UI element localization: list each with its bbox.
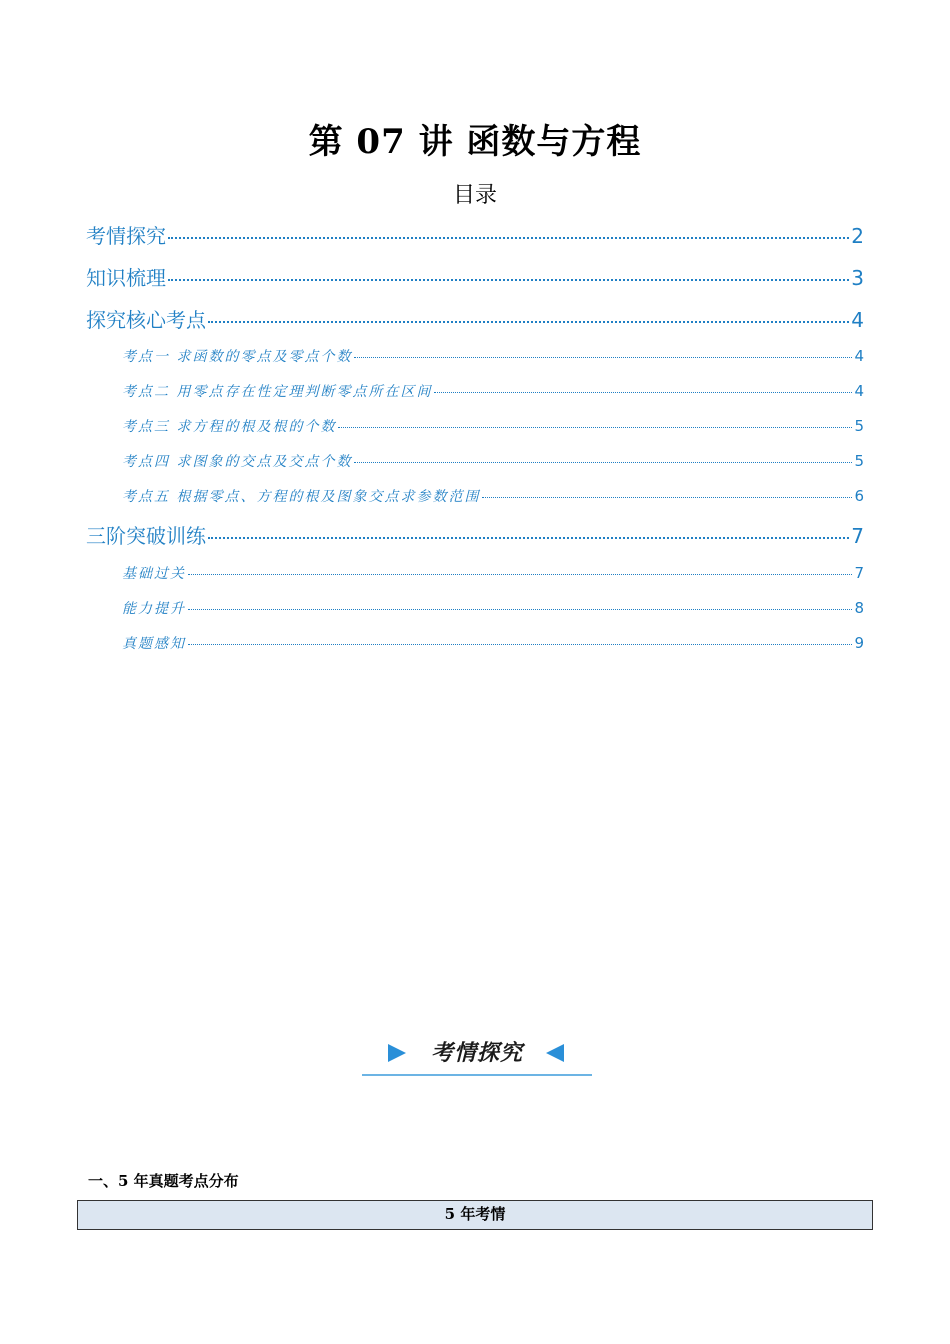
toc-leader-dots [338, 427, 852, 428]
toc-entry-page: 7 [854, 564, 864, 582]
toc-entry-label: 基础过关 [122, 566, 186, 582]
toc-entry-page: 4 [854, 347, 864, 365]
toc-entry-label: 知识梳理 [86, 266, 166, 290]
play-left-icon [546, 1044, 564, 1062]
toc-entry-label: 考点五 根据零点、方程的根及图象交点求参数范围 [122, 489, 481, 505]
toc-entry-label: 考点一 求函数的零点及零点个数 [122, 349, 353, 365]
toc-entry-tanjiu[interactable] [86, 304, 864, 333]
toc-entry-page: 5 [854, 452, 864, 470]
toc-leader-dots [188, 574, 852, 575]
toc-entry-page: 4 [851, 308, 864, 332]
toc-entry-page: 7 [851, 524, 864, 548]
banner-underline [362, 1074, 592, 1076]
toc-entry-page: 4 [854, 382, 864, 400]
toc-entry-page: 3 [851, 266, 864, 290]
toc-entry-label: 考点二 用零点存在性定理判断零点所在区间 [122, 384, 433, 400]
toc-entry-zhenti[interactable] [122, 633, 864, 653]
toc-entry-label: 考点四 求图象的交点及交点个数 [122, 454, 353, 470]
toc-entry-zhishi[interactable] [86, 262, 864, 291]
toc-entry-label: 能力提升 [122, 601, 186, 617]
toc-entry-label: 三阶突破训练 [86, 524, 206, 548]
toc-heading: 目录 [452, 183, 497, 208]
toc-entry-kaodian-3[interactable] [122, 416, 864, 436]
toc-entry-kaodian-2[interactable] [122, 381, 864, 401]
toc-leader-dots [168, 237, 849, 239]
toc-entry-jichu[interactable] [122, 563, 864, 583]
toc-entry-kaoqing[interactable] [86, 220, 864, 249]
toc-entry-sanjie[interactable] [86, 520, 864, 549]
toc-entry-label: 考点三 求方程的根及根的个数 [122, 419, 337, 435]
toc-entry-kaodian-1[interactable] [122, 346, 864, 366]
toc-entry-label: 真题感知 [122, 636, 186, 652]
section-heading: 一、5 年真题考点分布 [88, 1172, 239, 1190]
page-title: 第 07 讲 函数与方程 [308, 122, 642, 162]
toc-leader-dots [434, 392, 852, 393]
toc-entry-kaodian-5[interactable] [122, 486, 864, 506]
toc-entry-nengli[interactable] [122, 598, 864, 618]
toc-leader-dots [208, 537, 849, 539]
toc-leader-dots [188, 644, 852, 645]
toc-leader-dots [188, 609, 852, 610]
toc-entry-label: 探究核心考点 [86, 308, 206, 332]
toc-entry-kaodian-4[interactable] [122, 451, 864, 471]
toc-entry-label: 考情探究 [86, 224, 166, 248]
toc-leader-dots [354, 462, 852, 463]
toc-leader-dots [354, 357, 852, 358]
toc-entry-page: 9 [854, 634, 864, 652]
toc-leader-dots [208, 321, 849, 323]
table-header-cell: 5 年考情 [77, 1200, 873, 1230]
toc-leader-dots [482, 497, 852, 498]
toc-entry-page: 2 [851, 224, 864, 248]
toc-entry-page: 6 [854, 487, 864, 505]
toc-entry-page: 5 [854, 417, 864, 435]
banner-title: 考情探究 [430, 1041, 523, 1066]
toc-leader-dots [168, 279, 849, 281]
toc-entry-page: 8 [854, 599, 864, 617]
section-banner [362, 1030, 592, 1076]
